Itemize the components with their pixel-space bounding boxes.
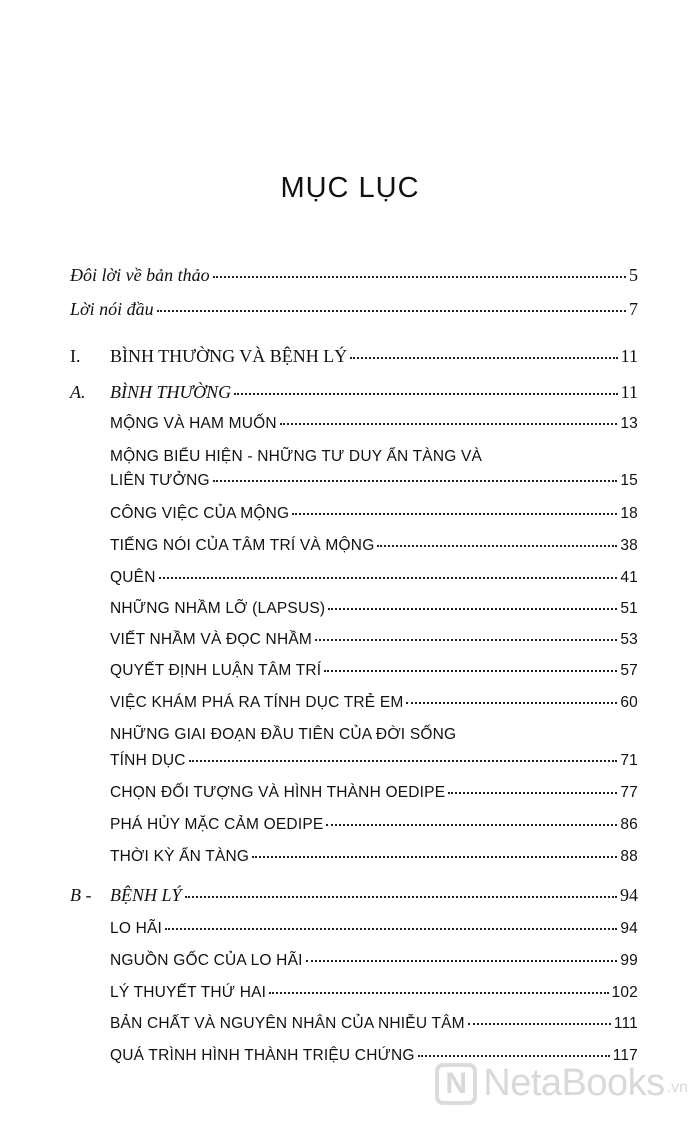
toc-page-number: 71 <box>620 752 638 769</box>
toc-label: Lời nói đầu <box>70 299 154 319</box>
toc-entry[interactable] <box>110 503 638 525</box>
toc-entry[interactable] <box>110 413 638 435</box>
toc-page-number: 51 <box>620 600 638 617</box>
watermark-brand: NetaBooks <box>483 1062 665 1104</box>
toc-label: BÌNH THƯỜNG VÀ BỆNH LÝ <box>110 346 348 366</box>
leader-dots <box>280 422 618 425</box>
netabooks-logo-icon: N <box>435 1063 477 1105</box>
leader-dots <box>252 855 617 858</box>
toc-page-number: 38 <box>620 537 638 554</box>
toc-page-number: 11 <box>620 346 638 366</box>
toc-label-first-line: MỘNG BIỂU HIỆN - NHỮNG TƯ DUY ẨN TÀNG VÀ <box>110 448 483 465</box>
leader-dots <box>315 638 617 641</box>
leader-dots <box>189 759 618 762</box>
section-number: A. <box>70 382 86 402</box>
toc-page-number: 18 <box>620 505 638 522</box>
toc-label: Đôi lời về bản thảo <box>70 265 210 285</box>
toc-page-number: 111 <box>613 1015 638 1032</box>
leader-dots <box>324 669 617 672</box>
toc-page-number: 117 <box>612 1047 638 1064</box>
toc-entry[interactable] <box>110 535 638 557</box>
toc-entry[interactable] <box>110 814 638 836</box>
toc-label: QUYẾT ĐỊNH LUẬN TÂM TRÍ <box>110 662 322 679</box>
toc-label-first-line: NHỮNG GIAI ĐOẠN ĐẦU TIÊN CỦA ĐỜI SỐNG <box>110 726 457 743</box>
leader-dots <box>377 544 617 547</box>
section-number: B - <box>70 885 92 905</box>
leader-dots <box>468 1022 611 1025</box>
toc-label: MỘNG VÀ HAM MUỐN <box>110 415 277 432</box>
toc-label: BỆNH LÝ <box>110 885 182 905</box>
toc-page-number: 15 <box>620 472 638 489</box>
toc-entry[interactable] <box>110 846 638 868</box>
leader-dots <box>165 927 617 930</box>
toc-label: TÍNH DỤC <box>110 752 186 769</box>
toc-entry-section-i[interactable] <box>110 345 638 367</box>
toc-entry[interactable] <box>110 782 638 804</box>
toc-page-number: 94 <box>620 920 638 937</box>
leader-dots <box>185 895 617 898</box>
toc-page-number: 60 <box>620 694 638 711</box>
toc-page-number: 99 <box>620 952 638 969</box>
toc-label: QUÊN <box>110 569 156 586</box>
toc-entry[interactable] <box>110 750 638 772</box>
toc-label: LIÊN TƯỞNG <box>110 472 210 489</box>
toc-entry[interactable] <box>110 918 638 940</box>
toc-page-number: 86 <box>620 816 638 833</box>
toc-entry-loi-noi-dau[interactable] <box>70 298 638 320</box>
toc-page-number: 88 <box>620 848 638 865</box>
leader-dots <box>269 991 608 994</box>
toc-entry[interactable] <box>110 660 638 682</box>
toc-label: THỜI KỲ ẨN TÀNG <box>110 848 250 865</box>
toc-label: BÌNH THƯỜNG <box>110 382 232 402</box>
toc-label: VIỆC KHÁM PHÁ RA TÍNH DỤC TRẺ EM <box>110 694 404 711</box>
toc-label: TIẾNG NÓI CỦA TÂM TRÍ VÀ MỘNG <box>110 537 375 554</box>
leader-dots <box>234 392 618 395</box>
toc-entry[interactable] <box>110 629 638 651</box>
page-title: MỤC LỤC <box>280 172 420 204</box>
leader-dots <box>292 512 617 515</box>
leader-dots <box>328 607 617 610</box>
toc-label: LÝ THUYẾT THỨ HAI <box>110 984 267 1001</box>
toc-page-number: 77 <box>620 784 638 801</box>
toc-entry[interactable] <box>110 692 638 714</box>
toc-page-number: 41 <box>620 569 638 586</box>
section-number: I. <box>70 346 81 366</box>
toc-page-number: 5 <box>629 265 638 285</box>
toc-label: NGUỒN GỐC CỦA LO HÃI <box>110 952 303 969</box>
toc-label: CÔNG VIỆC CỦA MỘNG <box>110 505 290 522</box>
toc-entry[interactable] <box>110 567 638 589</box>
watermark <box>435 1062 688 1105</box>
toc-entry-section-a[interactable] <box>110 381 638 403</box>
leader-dots <box>350 356 617 359</box>
leader-dots <box>213 479 618 482</box>
leader-dots <box>326 823 617 826</box>
toc-entry[interactable] <box>110 470 638 492</box>
toc-entry[interactable] <box>110 1013 638 1035</box>
toc-label: LO HÃI <box>110 920 163 937</box>
leader-dots <box>406 701 617 704</box>
toc-label: CHỌN ĐỐI TƯỢNG VÀ HÌNH THÀNH OEDIPE <box>110 784 446 801</box>
toc-page-number: 7 <box>629 299 638 319</box>
leader-dots <box>213 275 626 278</box>
toc-entry-doi-loi[interactable] <box>70 264 638 286</box>
leader-dots <box>306 959 618 962</box>
leader-dots <box>157 309 626 312</box>
toc-entry-section-b[interactable] <box>110 884 638 906</box>
leader-dots <box>159 576 618 579</box>
toc-page-number: 11 <box>620 382 638 402</box>
toc-page-number: 53 <box>620 631 638 648</box>
toc-page-number: 94 <box>620 885 638 905</box>
toc-entry[interactable] <box>110 598 638 620</box>
toc-label: PHÁ HỦY MẶC CẢM OEDIPE <box>110 816 324 833</box>
toc-label: QUÁ TRÌNH HÌNH THÀNH TRIỆU CHỨNG <box>110 1047 415 1064</box>
toc-page-number: 57 <box>620 662 638 679</box>
toc-label: NHỮNG NHẦM LỠ (LAPSUS) <box>110 600 326 617</box>
toc-entry[interactable] <box>110 950 638 972</box>
toc-page-number: 13 <box>620 415 638 432</box>
leader-dots <box>448 791 617 794</box>
leader-dots <box>418 1054 610 1057</box>
watermark-tld: .vn <box>666 1079 688 1096</box>
toc-label: BẢN CHẤT VÀ NGUYÊN NHÂN CỦA NHIỄU TÂM <box>110 1015 465 1032</box>
toc-entry[interactable] <box>110 982 638 1004</box>
toc-page-number: 102 <box>611 984 638 1001</box>
toc-label: VIẾT NHẦM VÀ ĐỌC NHẦM <box>110 631 312 648</box>
